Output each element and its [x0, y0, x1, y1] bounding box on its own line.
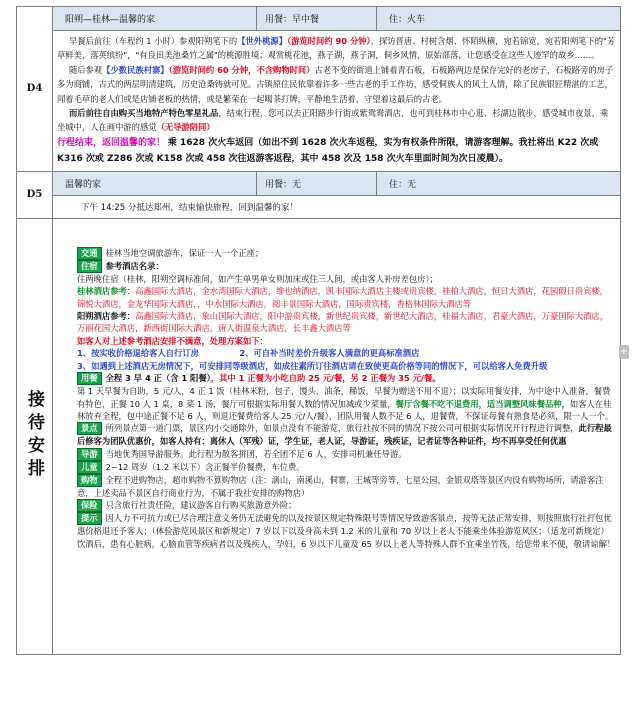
day4-label: D4 — [17, 7, 53, 171]
day5-row — [17, 172, 620, 219]
day4-para2: 随后参观【少数民族村寨】（游览时间约 60 分钟，不含购物时间）古老不变的街道上铺着青石板，石板路两边是保存完好的老房子，石板路旁的房子多为商铺，古式的两层明清建筑，历史沧桑铸就可见。古镇原住民依靠着许多一些古老的手工作坊，感受侗族人的风土人情，除了民族银匠精湛的工艺，闻着毛草的老人们或是店铺老板的热情，或是繁荣在一起喝茶打牌，平静地生活着，守望着这最后的古老。 — [57, 64, 614, 104]
transport-line: 交通 桂林当地空调旅游车，保证一人一个正座； — [77, 247, 616, 260]
day4-meal: 用餐：早中餐 — [257, 7, 377, 30]
day5-route: 温馨的家 — [53, 172, 257, 195]
reception-body — [53, 219, 620, 654]
hotel-no-spec: 如客人对上述参考酒店安排不满意，处理方案如下： — [77, 335, 268, 346]
day4-para1: 早餐后前往（车程约 1 小时）参观阳朔笔下的【世外桃源】（游览时间约 90 分钟），探访晋唐、村树含烟、怀陌纵横，宛若锦宽，宛若阳朔笔下的"芳草鲜美，落英缤纷"，"有良田美池桑竹之属"的桃源胜境；观赏桃花池，燕子湖，燕子洞，侗乡风情，原始部落，让您感受在这些人迹罕的故乡……。 — [57, 36, 616, 61]
day4-stay: 住：火车 — [389, 15, 426, 25]
reception-label: 接待安排 — [17, 219, 53, 654]
transport-tag: 交通 — [77, 247, 102, 260]
day5-body: 下午 14:25 分抵达郑州，结束愉快旅程，回到温馨的家！ — [81, 202, 298, 213]
sight-line: 景点 所列景点第一道门票，景区内小交通除外，如景点没有不能游览，旅行社按不同的情况下按公司可根据实际情况开行程进行调整，此行程最后修客为团队优惠价，如客人持有：离休人（军残）证，学生证，老人证，导游证，残疾证，记者证等各种证件，均不再享受任何优惠 — [77, 423, 612, 447]
day4-para4: 行程结束，返回温馨的家！ 乘 1628 次火车返回（如出不到 1628 次火车返程，实为有权条件所限，请游客理解。我社将出 K22 次或 K316 次或 Z286 次或 K158 次或 458 次往返游客返程，其中 458 次及 158 次火车里面时间为次日凌晨）。 — [57, 137, 599, 164]
yangshuo-hotels: 阳朔酒店参考：高鑫国际大酒店，象山国际大酒店，阳中游贵宾楼，新世纪贵宾楼，新世纪大酒店，桂福大酒店，君豪大酒店，万豪国际大酒店，万丽花园大酒店，新西街国际大酒店，唐人街温泉大酒店，长丰鑫大酒店等 — [77, 311, 609, 334]
expand-icon[interactable]: + — [619, 346, 629, 357]
guilin-hotels: 桂林酒店参考：高鑫国际大酒店，金水湾国际大酒店，维也纳酒店，凯丰国际大酒店主楼或贵宾楼，桂柏大酒店，恒日大酒店，花园假日贵宾楼，锦悦大酒店，金龙华国际大酒店，，中水国际大酒店，阅丰景国际大酒店，国际贵宾楼，香格林国际大酒店等 — [77, 286, 609, 309]
day5-header — [53, 172, 620, 196]
shop-tag: 购物 — [77, 474, 102, 487]
day5-label: D5 — [17, 172, 53, 218]
day5-meal: 用餐：无 — [257, 172, 377, 195]
tip-tag: 提示 — [77, 512, 102, 525]
day4-para3: 而后前往自由购买当地特产特色零星礼品，结束行程，您可以去正阳路步行街或紫鸳鸯酒店，也可到桂林市中心逛、杉湖边散步，感受城市夜景，乘坐城中，人在画中游的感觉（无导游陪同） — [57, 108, 609, 133]
hotel-option3: 3、如遇到上述酒店无房情况下，可安排同等级酒店，如成往素所订往酒店请在致使更高价格等同的情况下，可以给客人免费升级 — [77, 360, 548, 371]
meal-tag: 用餐 — [77, 372, 102, 385]
insurance-tag: 保险 — [77, 499, 102, 512]
insurance-line: 保险 只含旅行社责任险，建议游客自行购买旅游意外险； — [77, 499, 616, 512]
day5-stay: 住：无 — [389, 179, 417, 190]
kid-line: 儿童 2~12 周岁（1.2 米以下）含正餐半价餐费，车位费。 — [77, 461, 616, 474]
day4-route: 阳朔—桂林—温馨的家 — [53, 7, 257, 30]
day4-header — [53, 7, 620, 31]
kid-tag: 儿童 — [77, 461, 102, 474]
shop-line: 购物 全程不进购物店，超市购物不算购物店（注：漓山，南溪山，侗寨，王城等旁等，七星公园，金银双塔等景区内设有购物场所，请游客注意，上述卖品不景区自行商业行为，不属于我社安排的购物店） — [77, 474, 604, 498]
day4-row — [17, 7, 620, 172]
reception-row — [17, 219, 620, 654]
itinerary-sheet — [16, 6, 621, 655]
sight-tag: 景点 — [77, 422, 102, 435]
day4-body — [53, 31, 620, 171]
hotel-note: 住两晚住宿（桂林，阳朔空调标准间，如产生单男单女则加床或住三人间，或由客人补房差包房）； — [77, 273, 438, 284]
guide-line: 导游 当地优秀国导游服务。此行程为散客拼团，若全团不足 6 人，安排司机兼任导游。 — [77, 448, 616, 461]
hotel-options: 1、按实收价格退给客人自行订房 2、可自补当时差价升级客人满意的更高标准酒店 — [77, 348, 420, 359]
tip-line: 提示 因人力不可抗力或已尽合理注意义务仍无法避免的以及按景区规定特殊限号等情况导致游客景点，按等无法正常安排，则按照旅行社打包优惠价格退还予客人；（体验游览风景区和新规定）7 岁以下以及身高未到 1.2 米的儿童和 70 岁以上老人不能乘坐体验游览风区；（适龙可新规定）饮酒后，患有心脏病，心脑血管等疾病者以及残疾人，孕妇，6 岁以下儿童及 65 岁以上老人等特殊人群不宜乘坐竹筏，给您带来不便，敬请谅解！ — [77, 513, 616, 549]
meal-line: 用餐 全程 3 早 4 正（含 1 阳餐），其中 1 正餐为小吃自助 25 元/餐，另 2 正餐为 35 元/餐。 — [77, 372, 616, 385]
hotel-tag: 住宿 — [77, 260, 102, 273]
hotel-line: 住宿 参考酒店名录： — [77, 260, 616, 273]
meal-detail: 第 1 天早餐为自助，5 元/人，4 正 1 饭（桂林米粉，包子，馒头，油条，稀饭，早餐为赠送不用不退）；以实际用餐安排，为中途中入准备，餐费有特色，正餐 10 人 1 桌，8 菜 1 汤，餐厅可根据实际用餐人数的情况加减或少菜量，餐厅含餐不吃不退费用，适当调整风味餐品种，如客人在桂林放弃全程，包中途正餐不足 6 人，则退还餐费给客人 25 元/人/餐），团队用餐人数不足 6 人，退餐费，不保证每餐有熟食是必须，限一人一个。 — [77, 386, 614, 421]
guide-tag: 导游 — [77, 448, 102, 461]
